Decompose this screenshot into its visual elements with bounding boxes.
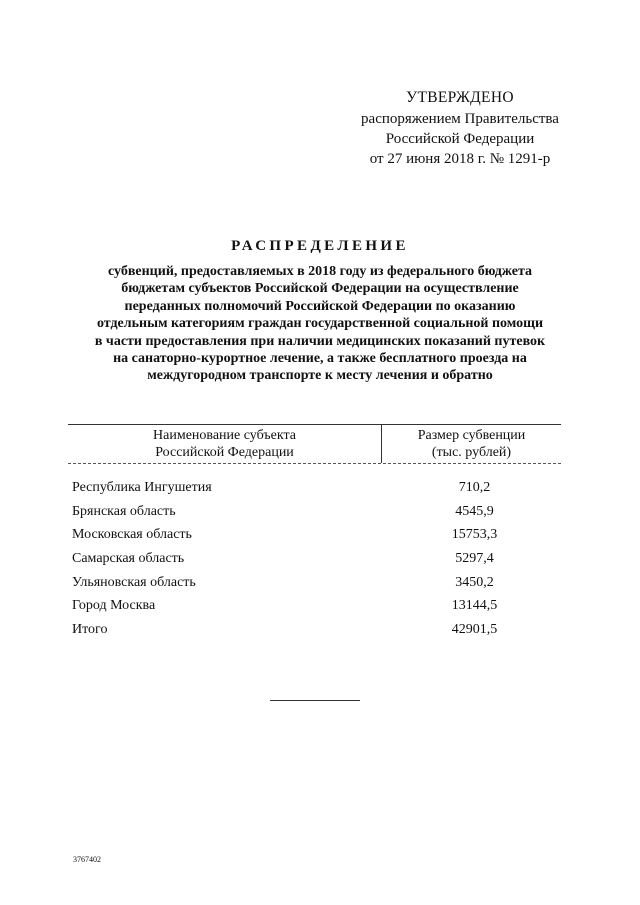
row-subvention-value: 3450,2 (455, 574, 494, 590)
table-header-name (68, 427, 381, 461)
subtitle-line: субвенций, предоставляемых в 2018 году из федерального бюджета (108, 264, 532, 279)
subtitle-line: междугородном транспорте к месту лечения и обратно (147, 368, 493, 384)
table-top-rule (68, 424, 561, 425)
approval-line: распоряжением Правительства (361, 111, 559, 127)
row-region-name: Город Москва (72, 598, 156, 614)
header-name-line: Российской Федерации (155, 445, 294, 460)
document-code: 3767402 (73, 855, 101, 864)
table-total-row (72, 620, 561, 644)
row-subvention-value: 4545,9 (455, 503, 494, 519)
table-row (72, 549, 561, 573)
row-region-name: Брянская область (72, 503, 176, 519)
row-region-name: Московская область (72, 527, 192, 543)
approval-line: от 27 июня 2018 г. № 1291-р (369, 151, 551, 167)
row-region-name: Самарская область (72, 551, 185, 567)
approval-line: Российской Федерации (385, 131, 535, 147)
document-subtitle (60, 263, 580, 385)
subtitle-line: бюджетам субъектов Российской Федерации на осуществление (121, 281, 519, 297)
row-total-value: 42901,5 (451, 622, 498, 638)
row-subvention-value: 15753,3 (451, 527, 498, 543)
table-row (72, 502, 561, 526)
header-name-line: Наименование субъекта (153, 428, 296, 443)
end-of-document-rule (270, 700, 360, 701)
document-heading: РАСПРЕДЕЛЕНИЕ (231, 238, 409, 254)
table-row (72, 478, 561, 502)
row-subvention-value: 5297,4 (455, 551, 494, 567)
row-subvention-value: 710,2 (458, 480, 491, 495)
subtitle-line: в части предоставления при наличии медицинских показаний путевок (94, 333, 546, 349)
table-row (72, 573, 561, 597)
table-header-size (382, 427, 561, 461)
subtitle-line: на санаторно-курортное лечение, а также бесплатного проезда на (113, 351, 527, 367)
approval-block (330, 88, 590, 169)
header-size-line: Размер субвенции (417, 428, 526, 443)
table-row (72, 596, 561, 620)
header-size-line: (тыс. рублей) (431, 445, 512, 460)
table-row (72, 525, 561, 549)
subtitle-line: отдельным категориям граждан государственной социальной помощи (96, 316, 544, 332)
row-total-label: Итого (72, 622, 108, 638)
row-subvention-value: 13144,5 (451, 598, 498, 614)
subtitle-line: переданных полномочий Российской Федерации по оказанию (124, 298, 516, 314)
row-region-name: Ульяновская область (72, 574, 196, 590)
row-region-name: Республика Ингушетия (72, 480, 212, 495)
table-body (72, 478, 561, 644)
table-header-bottom-rule (68, 463, 561, 464)
approval-title: УТВЕРЖДЕНО (406, 89, 514, 106)
